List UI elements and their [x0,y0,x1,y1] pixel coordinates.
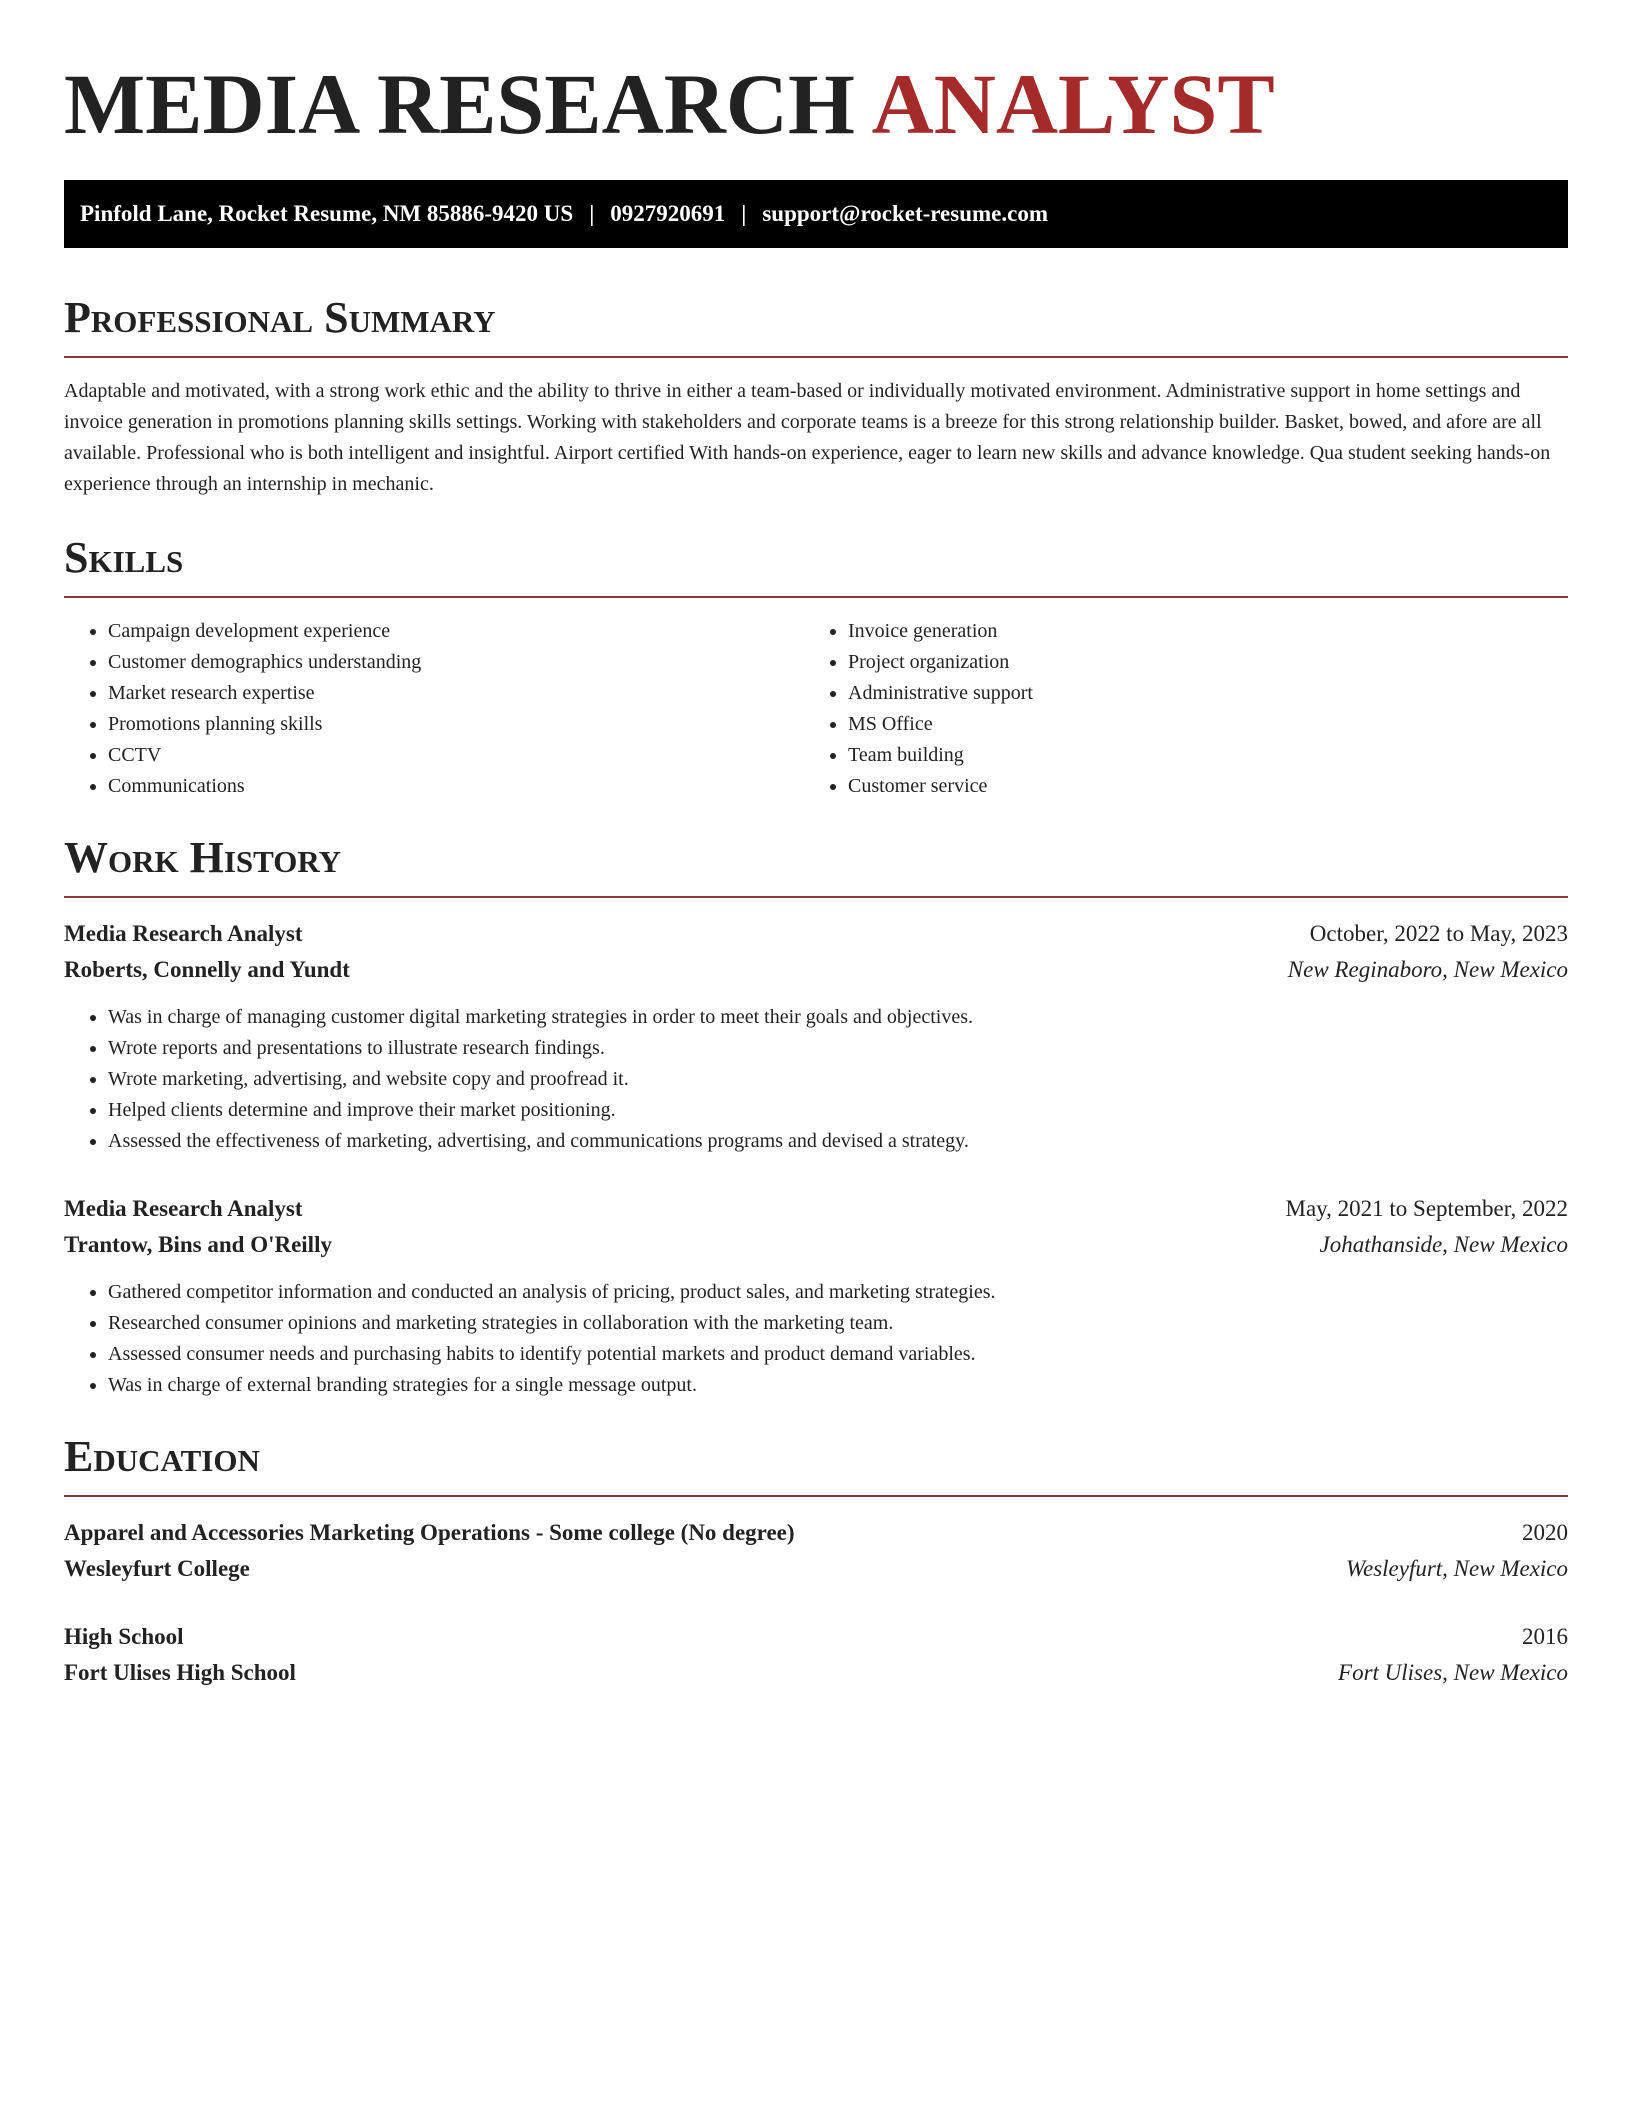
skill-item: • Promotions planning skills [108,709,804,740]
education-school: Wesleyfurt College [64,1556,250,1581]
job-company: Roberts, Connelly and Yundt [64,957,350,982]
job-header [64,1191,1568,1227]
education-year: 2020 [1522,1520,1568,1545]
job-bullet: • Was in charge of external branding strategies for a single message output. [108,1370,1568,1401]
summary-title: Professional Summary [64,293,496,342]
name-first: MEDIA RESEARCH [64,56,855,152]
education-entry [64,1515,1568,1587]
education-degree: High School [64,1624,184,1649]
skills-section [64,530,1568,802]
contact-address: Pinfold Lane, Rocket Resume, NM 85886-9420 US [80,201,574,226]
skill-item: • Administrative support [848,678,1544,709]
job-dates: May, 2021 to September, 2022 [1285,1196,1568,1221]
job-subheader [64,1227,1568,1263]
skill-item: • Project organization [848,647,1544,678]
job-bullet: • Assessed consumer needs and purchasing habits to identify potential markets and product demand variables. [108,1339,1568,1370]
job-bullet: • Wrote marketing, advertising, and website copy and proofread it. [108,1064,1568,1095]
summary-text: Adaptable and motivated, with a strong work ethic and the ability to thrive in either a team-based or individually motivated environment. Administrative support in home settings and invoice generation in promotions planning skills settings. Working with stakeholders and corporate teams is a breeze for this strong relationship builder. Basket, bowed, and afore are all available. Professional who is both intelligent and insightful. Airport certified With hands-on experience, eager to learn new skills and advance knowledge. Qua student seeking hands-on experience through an internship in mechanic. [64,380,1551,495]
resume-name [64,54,1568,154]
education-entry [64,1619,1568,1691]
skill-item: • Customer service [848,771,1544,802]
job-dates: October, 2022 to May, 2023 [1309,921,1568,946]
skill-item: • Market research expertise [108,678,804,709]
education-header [64,1619,1568,1655]
section-divider [64,1495,1568,1497]
job-subheader [64,952,1568,988]
contact-email: support@rocket-resume.com [762,201,1048,226]
skill-item: • Campaign development experience [108,616,804,647]
education-year: 2016 [1522,1624,1568,1649]
section-divider [64,896,1568,898]
skills-list-right [804,616,1544,802]
job-bullet: • Helped clients determine and improve their market positioning. [108,1095,1568,1126]
contact-bar [64,180,1568,248]
job-bullets [64,1002,1568,1157]
skill-item: • MS Office [848,709,1544,740]
job-location: Johathanside, New Mexico [1319,1232,1568,1257]
education-section [64,1429,1568,1691]
skills-grid [64,616,1568,802]
skill-item: • CCTV [108,740,804,771]
name-last: ANALYST [871,56,1275,152]
skills-list-left [64,616,804,802]
job-bullet: • Researched consumer opinions and marketing strategies in collaboration with the marketing team. [108,1308,1568,1339]
skill-item: • Customer demographics understanding [108,647,804,678]
job-entry [64,916,1568,1157]
education-location: Fort Ulises, New Mexico [1338,1660,1568,1685]
job-header [64,916,1568,952]
contact-separator: | [589,201,595,226]
skills-title: Skills [64,533,184,582]
section-divider [64,356,1568,358]
job-bullet: • Wrote reports and presentations to illustrate research findings. [108,1033,1568,1064]
education-header [64,1515,1568,1551]
work-history-section [64,830,1568,1401]
work-history-title: Work History [64,833,342,882]
skill-item: • Invoice generation [848,616,1544,647]
skill-item: • Communications [108,771,804,802]
job-bullet: • Was in charge of managing customer digital marketing strategies in order to meet their goals and objectives. [108,1002,1568,1033]
summary-section [64,290,1568,500]
education-school: Fort Ulises High School [64,1660,296,1685]
job-bullets [64,1277,1568,1401]
education-title: Education [64,1432,260,1481]
job-company: Trantow, Bins and O'Reilly [64,1232,332,1257]
job-entry [64,1191,1568,1401]
education-location: Wesleyfurt, New Mexico [1345,1556,1568,1581]
skill-item: • Team building [848,740,1544,771]
job-bullet: • Assessed the effectiveness of marketing, advertising, and communications programs and devised a strategy. [108,1126,1568,1157]
contact-separator: | [741,201,747,226]
contact-phone: 0927920691 [610,201,726,226]
job-title: Media Research Analyst [64,921,303,946]
education-degree: Apparel and Accessories Marketing Operations - Some college (No degree) [64,1520,795,1545]
education-subheader [64,1655,1568,1691]
job-location: New Reginaboro, New Mexico [1287,957,1568,982]
education-subheader [64,1551,1568,1587]
job-bullet: • Gathered competitor information and conducted an analysis of pricing, product sales, and marketing strategies. [108,1277,1568,1308]
job-title: Media Research Analyst [64,1196,303,1221]
section-divider [64,596,1568,598]
